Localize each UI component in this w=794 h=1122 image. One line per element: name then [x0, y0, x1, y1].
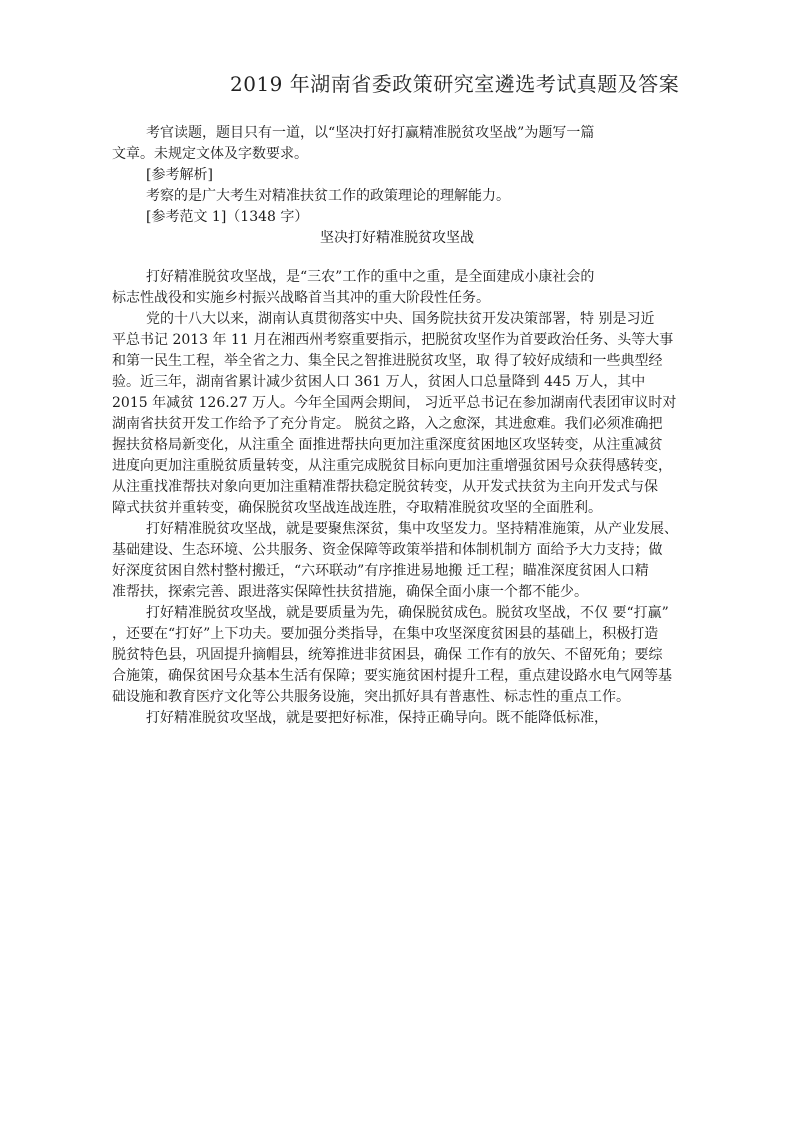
body-line: 障式扶贫并重转变，确保脱贫攻坚战连战连胜，夺取精准脱贫攻坚的全面胜利。: [112, 500, 602, 516]
body-line: 2015 年减贫 126.27 万人。今年全国两会期间， 习近平总书记在参加湖南代表团审议时对: [112, 395, 677, 411]
body-line: 合施策，确保贫困号众基本生活有保障；要实施贫困村提升工程，重点建设路水电气网等基: [112, 668, 672, 684]
body-line: 基础建设、生态环境、公共服务、资金保障等政策举措和体制机制方 面给予大力支持；做: [112, 542, 663, 558]
body-line: 从注重找准帮扶对象向更加注重精准帮扶稳定脱贫转变，从开发式扶贫为主向开发式与保: [112, 479, 658, 495]
analysis-label: [参考解析]: [146, 167, 213, 183]
body-line: 打好精准脱贫攻坚战，是“三农”工作的重中之重，是全面建成小康社会的: [146, 269, 595, 285]
intro-line-1: 考官读题，题目只有一道，以“坚决打好打赢精准脱贫攻坚战”为题写一篇: [146, 125, 595, 141]
essay-title: 坚决打好精准脱贫攻坚战: [320, 230, 474, 246]
body-line: 党的十八大以来，湖南认真贯彻落实中央、国务院扶贫开发决策部署，特 别是习近: [146, 311, 655, 327]
body-line: 好深度贫困自然村整村搬迁，“六环联动”有序推进易地搬 迁工程；瞄准深度贫困人口精: [112, 563, 649, 579]
body-line: 础设施和教育医疗文化等公共服务设施，突出抓好具有普惠性、标志性的重点工作。: [112, 689, 630, 705]
body-line: 湖南省扶贫开发工作给予了充分肯定。 脱贫之路，入之愈深，其进愈难。我们必须准确把: [112, 416, 663, 432]
body-line: 打好精准脱贫攻坚战，就是要质量为先，确保脱贫成色。脱贫攻坚战，不仅 要“打赢”: [146, 605, 669, 621]
body-line: 进度向更加注重脱贫质量转变，从注重完成脱贫目标向更加注重增强贫困号众获得感转变，: [112, 458, 672, 474]
analysis-text: 考察的是广大考生对精准扶贫工作的政策理论的理解能力。: [146, 188, 510, 204]
body-line: ，还要在“打好”上下功夫。要加强分类指导，在集中攻坚深度贫困县的基础上，积极打造: [112, 626, 659, 642]
body-line: 打好精准脱贫攻坚战，就是要聚焦深贫，集中攻坚发力。坚持精准施策，从产业发展、: [146, 521, 678, 537]
sample-label: [参考范文 1]（1348 字）: [146, 209, 309, 225]
body-line: 和第一民生工程，举全省之力、集全民之智推进脱贫攻坚，取 得了较好成绩和一些典型经: [112, 353, 663, 369]
body-line: 标志性战役和实施乡村振兴战略首当其冲的重大阶段性任务。: [112, 290, 490, 306]
body-line: 平总书记 2013 年 11 月在湘西州考察重要指示，把脱贫攻坚作为首要政治任务、头等大事: [112, 332, 674, 348]
body-line: 验。近三年，湖南省累计减少贫困人口 361 万人，贫困人口总量降到 445 万人，其中: [112, 374, 646, 390]
body-line: 握扶贫格局新变化，从注重全 面推进帮扶向更加注重深度贫困地区攻坚转变，从注重减贫: [112, 437, 663, 453]
document-title: 2019 年湖南省委政策研究室遴选考试真题及答案: [230, 72, 680, 96]
body-line: 打好精准脱贫攻坚战，就是要把好标准，保持正确导向。既不能降低标准，: [146, 710, 608, 726]
body-line: 脱贫特色县，巩固提升摘帽县，统筹推进非贫困县，确保 工作有的放矢、不留死角；要综: [112, 647, 663, 663]
body-line: 准帮扶，探索完善、跟进落实保障性扶贫措施，确保全面小康一个都不能少。: [112, 584, 588, 600]
intro-line-2: 文章。未规定文体及字数要求。: [112, 146, 308, 162]
